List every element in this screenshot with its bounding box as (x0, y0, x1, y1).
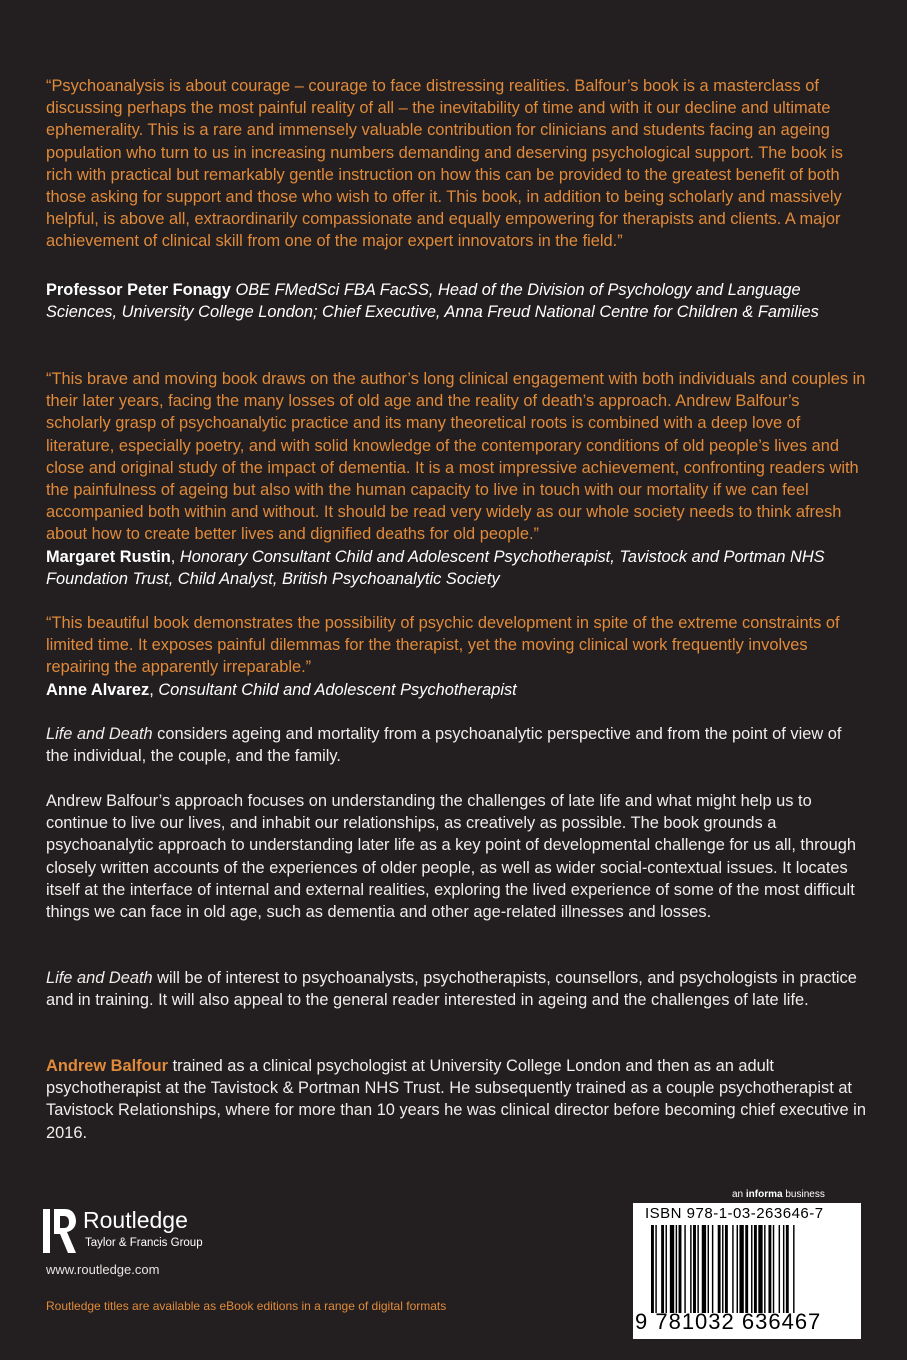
routledge-logo (43, 1207, 243, 1255)
barcode-bar (697, 1225, 698, 1313)
author-bio (46, 1055, 866, 1144)
barcode-bar (773, 1225, 774, 1313)
barcode-bar (768, 1225, 771, 1313)
isbn-digits: 9 781032 636467 (635, 1309, 822, 1334)
barcode-bar (666, 1225, 667, 1313)
paragraph-text: considers ageing and mortality from a psychoanalytic perspective and from the point of view of the individual, the couple, and the family. (46, 725, 842, 766)
isbn-barcode (633, 1203, 861, 1339)
barcode-bar (754, 1225, 757, 1313)
barcode-bar (745, 1225, 748, 1313)
barcode-bar (737, 1225, 738, 1313)
barcode-bar (725, 1225, 728, 1313)
barcode-bar (661, 1225, 664, 1313)
book-title: Life and Death (46, 969, 153, 987)
endorsement-attribution-1 (46, 279, 866, 323)
publisher-group: Taylor & Francis Group (85, 1237, 203, 1249)
ebook-note: Routledge titles are available as eBook editions in a range of digital formats (46, 1299, 447, 1313)
barcode-bar (758, 1225, 762, 1313)
barcode-bar (764, 1225, 765, 1313)
endorsement-quote-1: “Psychoanalysis is about courage – courage to face distressing realities. Balfour’s book is a masterclass of discussing perhaps the most painful reality of all – the inevitability of time and with it our decline and ultimate ephemerality. This is a rare and immensely valuable contribution for clinicians and students facing an ageing population who turn to us in increasing numbers demanding and deserving psychological support. The book is rich with practical but remarkably gentle instruction on how this can be provided to the greatest benefit of both those asking for support and those who wish to offer it. This book, in addition to being scholarly and massively helpful, is above all, extraordinarily compassionate and equally empowering for therapists and clients. A major achievement of clinical skill from one of the major expert innovators in the field.” (46, 77, 843, 251)
publisher-url[interactable]: www.routledge.com (46, 1262, 160, 1277)
barcode-bar (702, 1225, 706, 1313)
barcode-bar (690, 1225, 691, 1313)
barcode-bar (783, 1225, 784, 1313)
barcode-bar (739, 1225, 743, 1313)
publisher-name: Routledge (83, 1207, 188, 1233)
barcode-bar (708, 1225, 709, 1313)
isbn-label: ISBN 978-1-03-263646-7 (645, 1205, 824, 1222)
endorser-name: Margaret Rustin (46, 548, 171, 566)
barcode-bars (645, 1225, 853, 1313)
barcode-bar (779, 1225, 780, 1313)
informa-prefix: an (732, 1189, 746, 1200)
endorser-role: OBE FMedSci FBA FacSS, Head of the Division of Psychology and Language Sciences, University College London; Chief Executive, Anna Freud National Centre for Children & Families (46, 281, 819, 322)
description-paragraph-2: Andrew Balfour’s approach focuses on understanding the challenges of late life and what might help us to continue to live our lives, and inhabit our relationships, as creatively as possible. The book grounds a psychoanalytic approach to understanding later life as a key point of developmental challenge for us all, through closely written accounts of the experiences of older people, as well as wider social-contextual issues. It locates itself at the interface of internal and external realities, exploring the lived experience of some of the most difficult things we can face in old age, such as dementia and other age-related illnesses and losses. (46, 792, 857, 922)
description-paragraph-3 (46, 967, 866, 1011)
author-bio-text: trained as a clinical psychologist at University College London and then as an adult psychotherapist at the Tavistock & Portman NHS Trust. He subsequently trained as a couple psychotherapist at Tavistock Relationships, where for more than 10 years he was clinical director before becoming chief executive in 2016. (46, 1057, 866, 1142)
endorser-name: Anne Alvarez (46, 681, 150, 699)
barcode-bar (751, 1225, 752, 1313)
barcode-bar (693, 1225, 696, 1313)
barcode-bar (718, 1225, 721, 1313)
barcode-bar (684, 1225, 685, 1313)
barcode-bar (786, 1225, 789, 1313)
barcode-bar (655, 1225, 656, 1313)
author-name: Andrew Balfour (46, 1057, 169, 1075)
barcode-bar (732, 1225, 733, 1313)
endorser-name: Professor Peter Fonagy (46, 281, 231, 299)
endorser-role: Consultant Child and Adolescent Psychotherapist (158, 681, 517, 699)
book-title: Life and Death (46, 725, 153, 743)
barcode-bar (679, 1225, 682, 1313)
informa-brand: informa (745, 1189, 783, 1200)
endorser-role: Honorary Consultant Child and Adolescent Psychotherapist, Tavistock and Portman NHS Foundation Trust, Child Analyst, British Psychoanalytic Society (46, 548, 825, 589)
barcode-bar (793, 1225, 794, 1313)
routledge-r-icon (43, 1207, 77, 1255)
paragraph-text: will be of interest to psychoanalysts, psychotherapists, counsellors, and psychologists in practice and in training. It will also appeal to the general reader interested in ageing and the challenges of late life. (46, 969, 857, 1010)
description-paragraph-1 (46, 723, 866, 767)
informa-tagline (732, 1189, 825, 1200)
endorsement-quote-2: “This brave and moving book draws on the author’s long clinical engagement with both individuals and couples in their later years, facing the many losses of old age and the reality of death’s approach. Andrew Balfour’s scholarly grasp of psychoanalytic practice and its many theoretical roots is combined with a deep love of literature, especially poetry, and with solid knowledge of the contemporary conditions of old people’s lives and close and original study of the impact of dementia. It is a most impressive achievement, confronting readers with the painfulness of ageing but also with the human capacity to live in touch with our mortality if we can feel accompanied both within and without. It should be read very widely as our whole society needs to think afresh about how to create better lives and dignified deaths for old people.” (46, 370, 866, 544)
barcode-bar (722, 1225, 723, 1313)
endorsement-attribution-2: Margaret Rustin, Honorary Consultant Child and Adolescent Psychotherapist, Tavistock and Portman NHS Foundation Trust, Child Analyst, British Psychoanalytic Society (46, 548, 825, 589)
informa-suffix: business (782, 1189, 825, 1200)
endorsement-quote-3: “This beautiful book demonstrates the possibility of psychic development in spite of the extreme constraints of limited time. It exposes painful dilemmas for the therapist, yet the moving clinical work frequently involves repairing the apparently irreparable.” (46, 614, 840, 677)
barcode-bar (712, 1225, 713, 1313)
barcode-bar (676, 1225, 677, 1313)
barcode-bar (651, 1225, 654, 1313)
barcode-bar (670, 1225, 674, 1313)
endorsement-attribution-3: Anne Alvarez, Consultant Child and Adolescent Psychotherapist (46, 681, 517, 699)
